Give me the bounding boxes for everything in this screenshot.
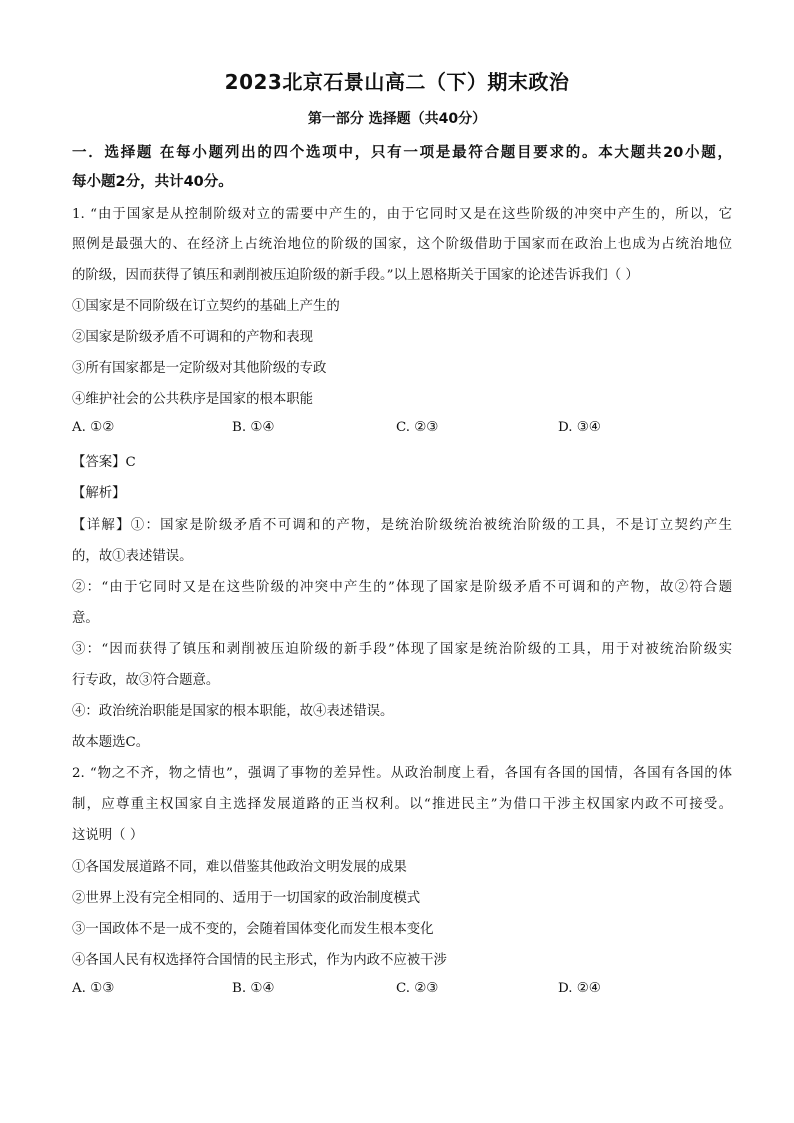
q1-analysis-label: 【解析】 xyxy=(72,486,126,501)
q2-stem-line-1: 2. “物之不齐，物之情也”，强调了事物的差异性。从政治制度上看，各国有各国的国情，各国有各国的体 xyxy=(72,766,732,781)
q1-option-a: A. ①② xyxy=(72,420,115,435)
q2-statement-3: ③一国政体不是一成不变的，会随着国体变化而发生根本变化 xyxy=(72,922,434,937)
q1-detail-line-2: 的，故①表述错误。 xyxy=(72,549,193,564)
q1-detail-line-1: 【详解】①：国家是阶级矛盾不可调和的产物，是统治阶级统治被统治阶级的工具，不是订立契约产生 xyxy=(72,518,732,533)
q1-detail-line-6: 行专政，故③符合题意。 xyxy=(72,673,220,688)
q1-option-b: B. ①④ xyxy=(232,420,275,435)
q2-statement-1: ①各国发展道路不同，难以借鉴其他政治文明发展的成果 xyxy=(72,860,407,875)
q1-answer: 【答案】C xyxy=(72,455,136,470)
q1-stem-line-1: 1. “由于国家是从控制阶级对立的需要中产生的，由于它同时又是在这些阶级的冲突中产生的，所以，它 xyxy=(72,207,732,222)
q1-detail-line-8: 故本题选C。 xyxy=(72,735,150,750)
q2-statement-4: ④各国人民有权选择符合国情的民主形式，作为内政不应被干涉 xyxy=(72,953,447,968)
page-title: 2023北京石景山高二（下）期末政治 xyxy=(224,70,570,94)
q1-statement-4: ④维护社会的公共秩序是国家的根本职能 xyxy=(72,392,314,407)
q2-option-a: A. ①③ xyxy=(72,981,115,996)
q1-stem-line-3: 的阶级，因而获得了镇压和剥削被压迫阶级的新手段。”以上恩格斯关于国家的论述告诉我们（ ） xyxy=(72,268,639,283)
q2-option-b: B. ①④ xyxy=(232,981,275,996)
q1-detail-line-4: 意。 xyxy=(72,611,99,626)
q1-stem-line-2: 照例是最强大的、在经济上占统治地位的阶级的国家，这个阶级借助于国家而在政治上也成为占统治地位 xyxy=(72,237,732,252)
section-instructions xyxy=(72,139,732,197)
q2-statement-2: ②世界上没有完全相同的、适用于一切国家的政治制度模式 xyxy=(72,891,421,906)
section-instructions-line-1: 一．选择题 在每小题列出的四个选项中，只有一项是最符合题目要求的。本大题共20小题， xyxy=(72,145,732,161)
q2-stem-line-2: 制，应尊重主权国家自主选择发展道路的正当权利。以“推进民主”为借口干涉主权国家内政不可接受。 xyxy=(72,797,732,812)
q1-statement-3: ③所有国家都是一定阶级对其他阶级的专政 xyxy=(72,361,327,376)
q1-option-d: D. ③④ xyxy=(558,420,601,435)
section-instructions-line-2: 每小题2分，共计40分。 xyxy=(72,174,233,190)
q1-statement-2: ②国家是阶级矛盾不可调和的产物和表现 xyxy=(72,330,314,345)
q1-statement-1: ①国家是不同阶级在订立契约的基础上产生的 xyxy=(72,299,340,314)
q2-option-c: C. ②③ xyxy=(396,981,439,996)
q1-detail-line-3: ②：“由于它同时又是在这些阶级的冲突中产生的”体现了国家是阶级矛盾不可调和的产物，故②符合题 xyxy=(72,580,732,595)
q1-detail-line-7: ④：政治统治职能是国家的根本职能，故④表述错误。 xyxy=(72,704,394,719)
q1-option-c: C. ②③ xyxy=(396,420,439,435)
q1-detail-line-5: ③：“因而获得了镇压和剥削被压迫阶级的新手段”体现了国家是统治阶级的工具，用于对被统治阶级实 xyxy=(72,642,732,657)
q2-stem-line-3: 这说明（ ） xyxy=(72,828,144,843)
section-subtitle: 第一部分 选择题（共40分） xyxy=(307,111,487,127)
q2-option-d: D. ②④ xyxy=(558,981,601,996)
